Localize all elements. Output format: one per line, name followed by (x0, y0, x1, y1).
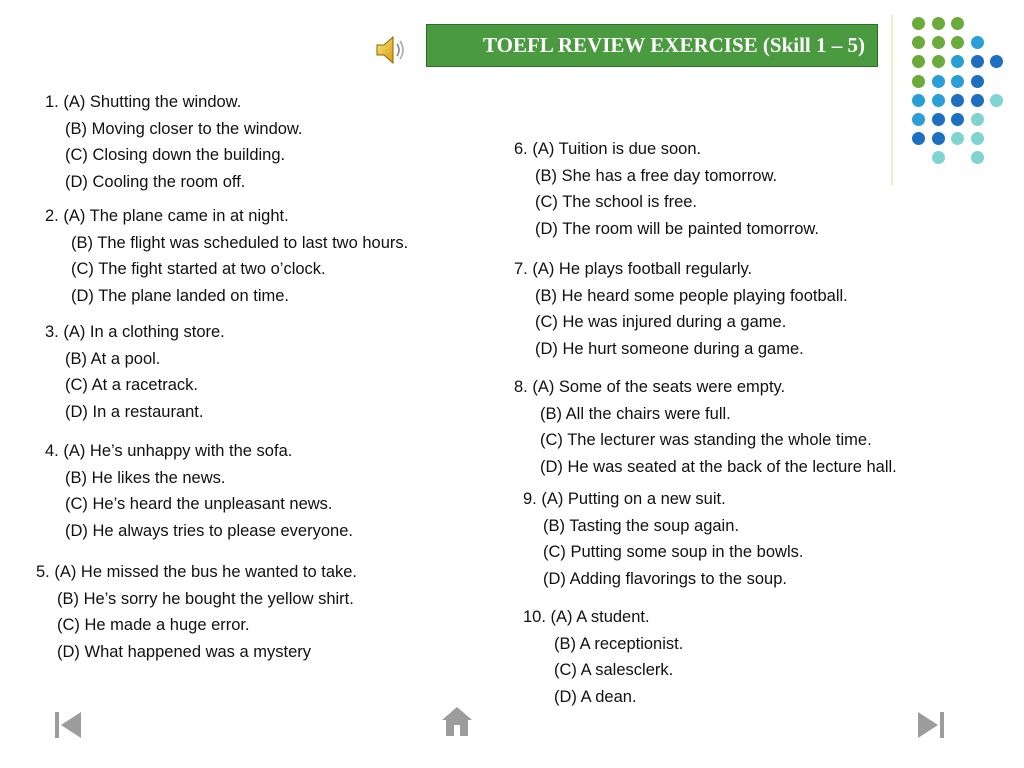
question-stem: 6. (A) Tuition is due soon. (514, 140, 702, 158)
question-8 (514, 374, 897, 481)
question-6 (514, 136, 819, 243)
first-slide-icon (54, 711, 84, 739)
last-slide-icon (915, 711, 945, 739)
decorative-dot (971, 113, 984, 126)
answer-option: (C) At a racetrack. (65, 376, 198, 395)
first-slide-button[interactable] (54, 711, 84, 739)
answer-option: (B) He heard some people playing football. (535, 286, 848, 305)
question-stem: 7. (A) He plays football regularly. (514, 260, 753, 278)
answer-option: (D) He always tries to please everyone. (65, 522, 353, 541)
decorative-dot (951, 55, 964, 68)
decorative-dot (951, 75, 964, 88)
answer-option: (D) Adding flavorings to the soup. (543, 570, 787, 589)
answer-option: (D) He hurt someone during a game. (535, 340, 804, 359)
decorative-dot (912, 94, 925, 107)
decorative-dot (912, 75, 925, 88)
question-stem: 5. (A) He missed the bus he wanted to take. (36, 563, 358, 581)
decorative-dot (990, 94, 1003, 107)
home-icon (440, 704, 474, 738)
answer-option: (B) The flight was scheduled to last two hours. (71, 233, 409, 252)
answer-option: (C) He’s heard the unpleasant news. (65, 495, 333, 514)
answer-option: (C) The fight started at two o’clock. (71, 260, 326, 279)
decorative-dot (912, 132, 925, 145)
decorative-dot (912, 17, 925, 30)
decorative-divider-line (891, 14, 893, 186)
question-stem: 3. (A) In a clothing store. (45, 323, 225, 341)
decorative-dot (912, 113, 925, 126)
answer-option: (C) A salesclerk. (554, 661, 674, 680)
answer-option: (B) All the chairs were full. (540, 404, 731, 423)
answer-option: (B) Tasting the soup again. (543, 516, 739, 535)
answer-option: (D) The plane landed on time. (71, 287, 289, 306)
question-stem: 9. (A) Putting on a new suit. (523, 490, 726, 508)
decorative-dot (912, 55, 925, 68)
question-stem: 2. (A) The plane came in at night. (45, 207, 289, 225)
decorative-dot (932, 151, 945, 164)
answer-option: (B) A receptionist. (554, 634, 684, 653)
speaker-icon[interactable] (374, 32, 410, 68)
decorative-dot (932, 17, 945, 30)
question-stem: 1. (A) Shutting the window. (45, 93, 242, 111)
question-5 (36, 559, 357, 666)
answer-option: (B) Moving closer to the window. (65, 119, 303, 138)
question-1 (45, 89, 303, 196)
question-stem: 10. (A) A student. (523, 608, 650, 626)
question-4 (45, 438, 353, 545)
answer-option: (C) He made a huge error. (57, 616, 250, 635)
question-9 (523, 486, 803, 593)
question-stem: 4. (A) He’s unhappy with the sofa. (45, 442, 293, 460)
answer-option: (D) A dean. (554, 688, 637, 707)
answer-option: (C) He was injured during a game. (535, 313, 787, 332)
decorative-dot (932, 36, 945, 49)
home-button[interactable] (440, 704, 474, 738)
decorative-dot (971, 94, 984, 107)
decorative-dot (951, 94, 964, 107)
decorative-dot (971, 55, 984, 68)
question-stem: 8. (A) Some of the seats were empty. (514, 378, 786, 396)
decorative-dot (971, 75, 984, 88)
decorative-dot (932, 113, 945, 126)
page-title: TOEFL REVIEW EXERCISE (Skill 1 – 5) (483, 33, 865, 57)
answer-option: (D) The room will be painted tomorrow. (535, 220, 819, 239)
decorative-dot (932, 55, 945, 68)
answer-option: (D) He was seated at the back of the lecture hall. (540, 458, 897, 477)
answer-option: (C) The lecturer was standing the whole time. (540, 431, 872, 450)
answer-option: (C) Putting some soup in the bowls. (543, 543, 804, 562)
answer-option: (D) What happened was a mystery (57, 643, 312, 662)
answer-option: (B) He likes the news. (65, 468, 226, 487)
last-slide-button[interactable] (915, 711, 945, 739)
decorative-dot (990, 55, 1003, 68)
decorative-dot (932, 94, 945, 107)
decorative-dot (971, 132, 984, 145)
question-10 (523, 604, 683, 711)
decorative-dot (932, 75, 945, 88)
question-7 (514, 256, 848, 363)
question-3 (45, 319, 225, 426)
answer-option: (D) In a restaurant. (65, 403, 204, 422)
decorative-dot (932, 132, 945, 145)
answer-option: (C) Closing down the building. (65, 146, 286, 165)
decorative-dot (951, 36, 964, 49)
answer-option: (D) Cooling the room off. (65, 173, 246, 192)
answer-option: (C) The school is free. (535, 193, 698, 212)
decorative-dot (971, 151, 984, 164)
decorative-dot (951, 113, 964, 126)
title-banner (426, 24, 878, 67)
decorative-dot (971, 36, 984, 49)
decorative-dot (951, 17, 964, 30)
decorative-dot (912, 36, 925, 49)
answer-option: (B) She has a free day tomorrow. (535, 166, 778, 185)
answer-option: (B) At a pool. (65, 349, 161, 368)
question-2 (45, 203, 408, 310)
decorative-dot (951, 132, 964, 145)
answer-option: (B) He’s sorry he bought the yellow shirt. (57, 589, 354, 608)
